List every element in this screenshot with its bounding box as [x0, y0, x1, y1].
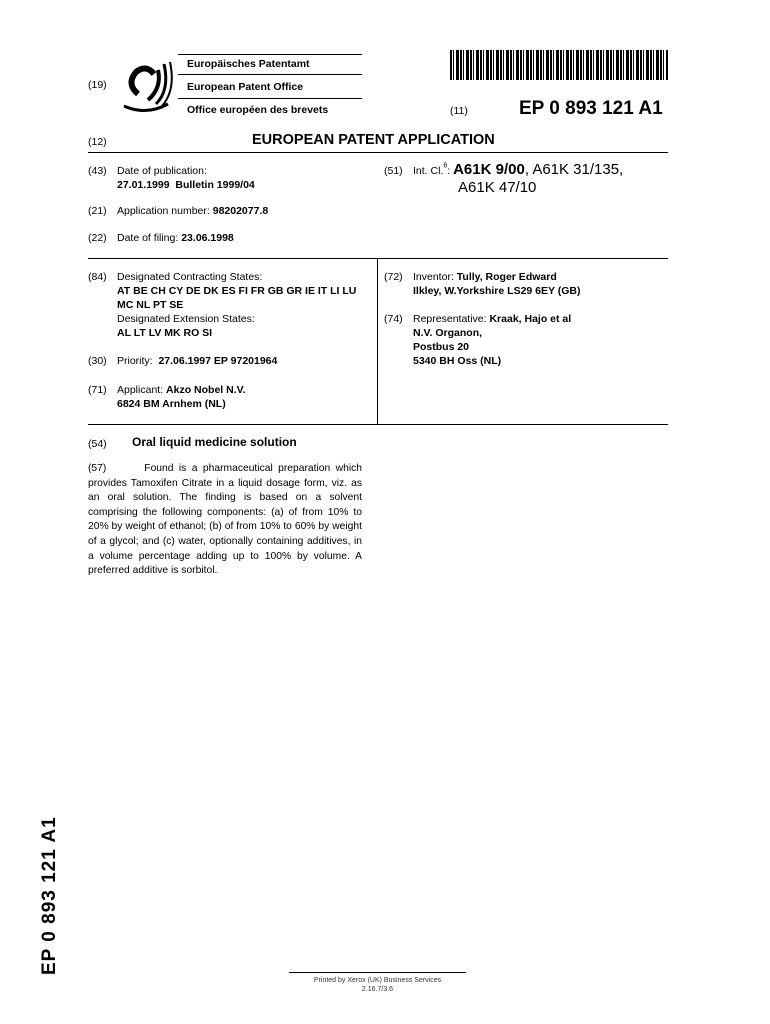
printer-note: [289, 976, 466, 994]
code-12: (12): [88, 136, 107, 148]
field-21-label: Application number:: [117, 205, 210, 217]
field-74: [413, 312, 571, 326]
publication-number: EP 0 893 121 A1: [519, 98, 663, 119]
field-84-label: Designated Contracting States:: [117, 271, 263, 283]
field-30-label: Priority:: [117, 355, 153, 367]
abstract-text: Found is a pharmaceutical preparation which provides Tamoxifen Citrate in a liquid dosage form, viz. as an oral solution. The finding is based on a solvent comprising the following components: (a) of from 10% to 20% by weight of ethanol; (b) of from 10% to 60% by weight of a glycol; and (c) water, optionally containing additives, in a volume percentage adding up to 100% by volume. A preferred additive is sorbitol.: [88, 463, 362, 577]
field-71-name: Akzo Nobel N.V.: [166, 384, 246, 396]
field-43-value: 27.01.1999 Bulletin 1999/04: [117, 179, 255, 191]
code-19: (19): [88, 79, 107, 91]
field-74-line-2: N.V. Organon,: [413, 327, 483, 339]
field-72-code: (72): [384, 271, 403, 283]
field-30-code: (30): [88, 355, 107, 367]
epo-logo-icon: [118, 56, 174, 116]
invention-title: Oral liquid medicine solution: [132, 435, 297, 449]
abstract: [88, 462, 362, 579]
field-22: [117, 231, 234, 245]
field-71-code: (71): [88, 384, 107, 396]
field-21: [117, 204, 268, 218]
field-84-code: (84): [88, 271, 107, 283]
field-30: [117, 354, 277, 368]
field-74-label: Representative:: [413, 313, 487, 325]
field-84-ext-label: Designated Extension States:: [117, 313, 255, 325]
field-21-value: 98202077.8: [212, 205, 269, 217]
field-43-label: Date of publication:: [117, 165, 207, 177]
field-51-rest2: A61K 47/10: [458, 179, 537, 196]
document-type: EUROPEAN PATENT APPLICATION: [252, 132, 495, 148]
field-74-line-4: 5340 BH Oss (NL): [413, 355, 502, 367]
printer-line-2: 2.16.7/3.6: [361, 986, 394, 993]
code-11: (11): [450, 105, 468, 117]
field-51-sup: 6: [443, 162, 448, 170]
printer-line-1: Printed by Xerox (UK) Business Services: [313, 977, 442, 984]
field-71: [117, 383, 246, 397]
field-57-code: (57): [88, 463, 107, 474]
field-72-name: Tully, Roger Edward: [456, 271, 557, 283]
field-72-label: Inventor:: [413, 271, 454, 283]
field-74-code: (74): [384, 313, 403, 325]
field-22-value: 23.06.1998: [181, 232, 234, 244]
office-name-fr: Office européen des brevets: [187, 104, 329, 116]
field-84-states-1: AT BE CH CY DE DK ES FI FR GB GR IE IT LI LU: [117, 285, 357, 297]
field-43-code: (43): [88, 165, 107, 177]
field-71-address: 6824 BM Arnhem (NL): [117, 398, 226, 410]
office-name-de: Europäisches Patentamt: [187, 58, 310, 70]
field-74-name: Kraak, Hajo et al: [489, 313, 572, 325]
field-72-address: Ilkley, W.Yorkshire LS29 6EY (GB): [413, 285, 581, 297]
field-51-ipc: Int. Cl.$^6$: A61K 9/00, A61K 31/135,: [413, 161, 624, 178]
field-51-rest1: , A61K 31/135,: [524, 161, 624, 178]
field-74-line-3: Postbus 20: [413, 341, 470, 353]
field-21-code: (21): [88, 205, 107, 217]
field-22-label: Date of filing:: [117, 232, 179, 244]
field-84-states-2: MC NL PT SE: [117, 299, 184, 311]
field-51-code: (51): [384, 165, 403, 177]
field-71-label: Applicant:: [117, 384, 164, 396]
barcode: [450, 50, 668, 80]
field-72: [413, 270, 557, 284]
field-30-value: 27.06.1997 EP 97201964: [158, 355, 278, 367]
sidebar-publication-number: EP 0 893 121 A1: [39, 816, 60, 975]
field-54-code: (54): [88, 438, 107, 450]
field-84-ext-value: AL LT LV MK RO SI: [117, 327, 213, 339]
field-51-label: Int. Cl.: [413, 165, 444, 177]
office-name-en: European Patent Office: [187, 81, 304, 93]
field-51-main: A61K 9/00: [453, 161, 525, 178]
field-22-code: (22): [88, 232, 107, 244]
